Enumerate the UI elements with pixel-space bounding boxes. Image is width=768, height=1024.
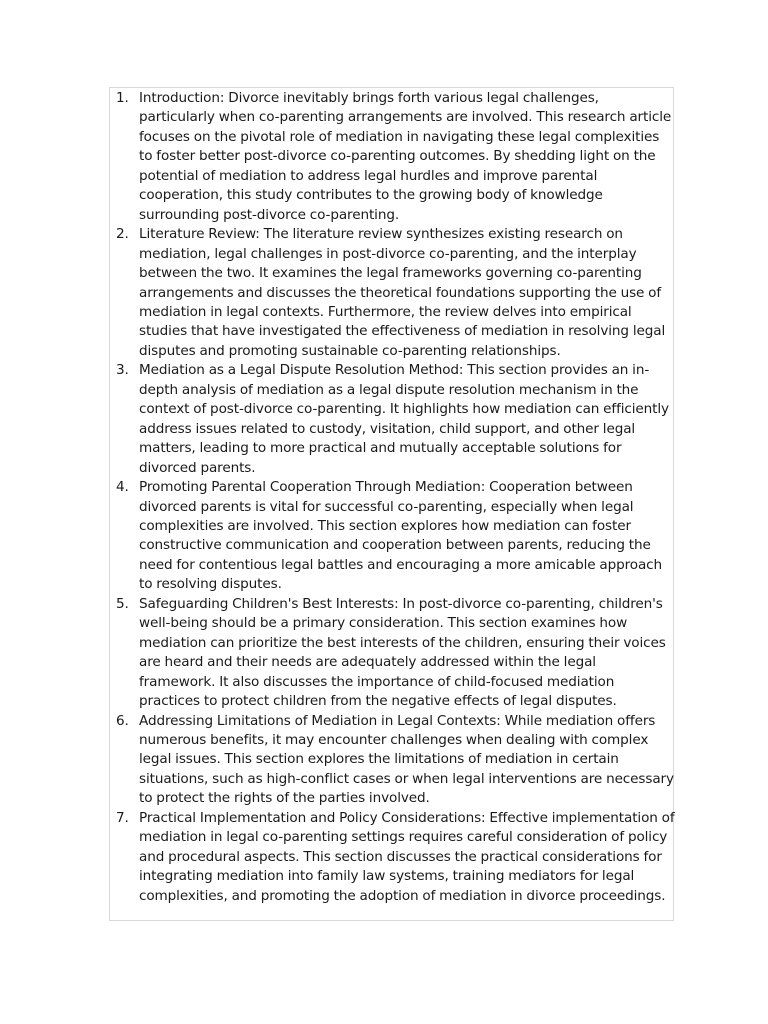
section-number: 1. xyxy=(116,90,129,106)
section-item-childrens-best-interests xyxy=(110,595,675,712)
section-item-literature-review xyxy=(110,225,675,361)
section-text: Practical Implementation and Policy Considerations: Effective implementation of mediation in legal co-parenting settings requires careful consideration of policy and procedural aspects. This section discusses the practical considerations for integrating mediation into family law systems, training mediators for legal complexities, and promoting the adoption of mediation in divorce proceedings. xyxy=(139,809,675,904)
section-text: Safeguarding Children's Best Interests: In post-divorce co-parenting, children's well-being should be a primary consideration. This section examines how mediation can prioritize the best interests of the children, ensuring their voices are heard and their needs are adequately addressed within the legal framework. It also discusses the importance of child-focused mediation practices to protect children from the negative effects of legal disputes. xyxy=(139,595,666,710)
section-text: Literature Review: The literature review synthesizes existing research on mediation, legal challenges in post-divorce co-parenting, and the interplay between the two. It examines the legal frameworks governing co-parenting arrangements and discusses the theoretical foundations supporting the use of mediation in legal contexts. Furthermore, the review delves into empirical studies that have investigated the effectiveness of mediation in resolving legal disputes and promoting sustainable co-parenting relationships. xyxy=(139,226,666,359)
section-number: 2. xyxy=(116,226,129,243)
section-text: Addressing Limitations of Mediation in Legal Contexts: While mediation offers numerous benefits, it may encounter challenges when dealing with complex legal issues. This section explores the limitations of mediation in certain situations, such as high-conflict cases or when legal interventions are necessary to protect the rights of the parties involved. xyxy=(139,712,674,807)
section-number: 5. xyxy=(116,595,129,612)
section-text: Promoting Parental Cooperation Through Mediation: Cooperation between divorced parents is vital for successful co-parenting, especially when legal complexities are involved. This section explores how mediation can foster constructive communication and cooperation between parents, reducing the need for contentious legal battles and encouraging a more amicable approach to resolving disputes. xyxy=(139,479,663,593)
section-text: Introduction: Divorce inevitably brings forth various legal challenges, particularly when co-parenting arrangements are involved. This research article focuses on the pivotal role of mediation in navigating these legal complexities to foster better post-divorce co-parenting outcomes. By shedding light on the potential of mediation to address legal hurdles and improve parental cooperation, this study contributes to the growing body of knowledge surrounding post-divorce co-parenting. xyxy=(139,90,672,223)
section-number: 4. xyxy=(116,479,129,496)
section-list xyxy=(110,89,675,906)
section-text: Mediation as a Legal Dispute Resolution Method: This section provides an in-depth analysis of mediation as a legal dispute resolution mechanism in the context of post-divorce co-parenting. It highlights how mediation can efficiently address issues related to custody, visitation, child support, and other legal matters, leading to more practical and mutually acceptable solutions for divorced parents. xyxy=(139,362,669,476)
document-text-box xyxy=(109,87,674,921)
section-item-introduction xyxy=(110,89,675,225)
section-number: 3. xyxy=(116,362,129,379)
section-item-mediation-limitations xyxy=(110,712,675,809)
section-item-mediation-dispute-resolution xyxy=(110,361,675,478)
section-number: 6. xyxy=(116,712,129,729)
section-item-policy-considerations xyxy=(110,809,675,906)
section-item-parental-cooperation xyxy=(110,478,675,595)
section-number: 7. xyxy=(116,809,129,826)
